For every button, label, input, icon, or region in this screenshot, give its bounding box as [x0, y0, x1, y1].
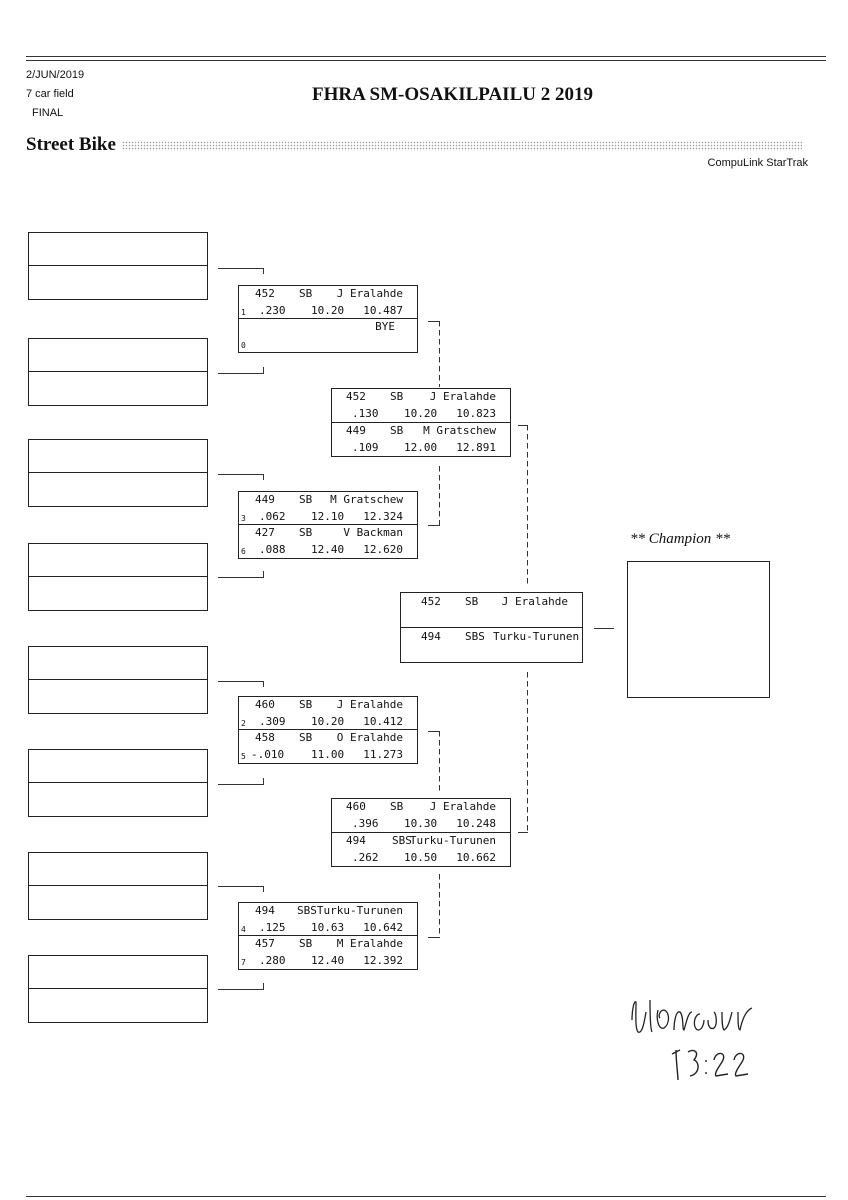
driver-name: V Backman	[343, 526, 403, 539]
driver-name: Turku-Turunen	[316, 904, 403, 917]
car-class: SB	[465, 595, 479, 608]
elapsed-time: 10.823	[456, 407, 496, 420]
lane-top	[239, 492, 417, 525]
lane-bottom	[239, 936, 417, 969]
elapsed-time: 11.273	[363, 748, 403, 761]
elapsed-time: 12.324	[363, 510, 403, 523]
connector	[527, 672, 528, 832]
dial-in: 10.20	[311, 304, 345, 317]
dial-in: 10.50	[404, 850, 438, 864]
round1-match-2	[238, 491, 418, 559]
connector	[263, 778, 264, 784]
lane-bottom	[332, 833, 510, 867]
car-class: SB	[299, 493, 313, 506]
driver-name: J Eralahde	[336, 287, 403, 300]
car-class: SBS	[297, 904, 317, 917]
driver-name: J Eralahde	[501, 595, 568, 608]
dial-in: 12.40	[311, 954, 345, 967]
car-number: 460	[346, 800, 366, 813]
lane-bottom	[332, 423, 510, 457]
elapsed-time: 12.891	[456, 440, 496, 454]
car-class: SBS	[465, 629, 485, 643]
dial-in: 10.20	[311, 715, 345, 728]
connector	[218, 268, 264, 269]
connector	[263, 268, 264, 274]
final-match	[400, 592, 583, 663]
round1-match-1	[238, 285, 418, 353]
connector	[263, 474, 264, 480]
connector	[263, 983, 264, 989]
elapsed-time: 10.642	[363, 921, 403, 934]
driver-name: J Eralahde	[336, 698, 403, 711]
reaction-time: .062	[259, 510, 286, 523]
round2-match-1	[331, 388, 511, 457]
connector	[594, 628, 614, 629]
connector	[263, 681, 264, 687]
lane-bottom	[239, 319, 417, 352]
dial-in: 10.30	[404, 817, 438, 830]
ladder-slot	[28, 543, 208, 611]
connector	[218, 577, 264, 578]
elapsed-time: 10.487	[363, 304, 403, 317]
car-class: SB	[299, 698, 313, 711]
car-number: 452	[421, 595, 441, 608]
lane-top	[332, 799, 510, 833]
ladder-slot	[28, 338, 208, 406]
connector	[218, 886, 264, 887]
car-class: SB	[390, 390, 404, 403]
driver-name: J Eralahde	[429, 390, 496, 403]
ladder-slot	[28, 646, 208, 714]
seed: 5	[241, 752, 246, 761]
driver-name: Turku-Turunen	[409, 833, 496, 847]
lane-top	[239, 697, 417, 730]
car-number: 494	[421, 629, 441, 643]
field-size: 7 car field	[26, 88, 74, 100]
reaction-time: .309	[259, 715, 286, 728]
reaction-time: .088	[259, 543, 286, 556]
seed: 4	[241, 925, 246, 934]
car-class: SB	[390, 423, 404, 437]
elapsed-time: 12.392	[363, 954, 403, 967]
seed: 6	[241, 547, 246, 556]
reaction-time: .130	[352, 407, 379, 420]
connector	[218, 989, 264, 990]
round2-match-2	[331, 798, 511, 867]
ladder-slot	[28, 955, 208, 1023]
lane-top	[239, 903, 417, 936]
dial-in: 11.00	[311, 748, 345, 761]
connector	[439, 466, 440, 526]
car-class: SB	[299, 526, 313, 539]
connector	[518, 832, 528, 833]
elapsed-time: 12.620	[363, 543, 403, 556]
car-number: 494	[346, 833, 366, 847]
reaction-time: -.010	[251, 748, 285, 761]
driver-name: Turku-Turunen	[493, 629, 580, 643]
lane-bottom	[239, 525, 417, 558]
car-class: SB	[299, 287, 313, 300]
seed: 2	[241, 719, 246, 728]
car-number: 457	[255, 937, 275, 950]
driver-name: BYE	[375, 320, 395, 333]
header-rule-top	[26, 56, 826, 57]
champion-label: ** Champion **	[630, 531, 731, 547]
dial-in: 10.20	[404, 407, 438, 420]
ladder-slot	[28, 852, 208, 920]
ladder-slot	[28, 439, 208, 507]
car-class: SB	[299, 937, 313, 950]
car-class: SBS	[392, 833, 412, 847]
car-number: 460	[255, 698, 275, 711]
connector	[527, 425, 528, 585]
car-number: 452	[255, 287, 275, 300]
reaction-time: .230	[259, 304, 286, 317]
connector	[439, 874, 440, 937]
connector	[439, 731, 440, 793]
round1-match-3	[238, 696, 418, 764]
header-rule-bottom	[26, 60, 826, 61]
brand-label: CompuLink StarTrak	[707, 157, 808, 169]
connector	[263, 367, 264, 373]
car-number: 427	[255, 526, 275, 539]
seed: 3	[241, 514, 246, 523]
car-number: 452	[346, 390, 366, 403]
connector	[218, 784, 264, 785]
dial-in: 12.10	[311, 510, 345, 523]
connector	[218, 474, 264, 475]
lane-top	[332, 389, 510, 423]
handwritten-signature	[630, 990, 780, 1090]
car-number: 449	[346, 423, 366, 437]
page-title: FHRA SM-OSAKILPAILU 2 2019	[312, 84, 593, 105]
ladder-slot	[28, 232, 208, 300]
reaction-time: .280	[259, 954, 286, 967]
connector	[439, 321, 440, 387]
footer-rule	[26, 1196, 826, 1197]
dial-in: 10.63	[311, 921, 345, 934]
car-number: 494	[255, 904, 275, 917]
car-class: SB	[390, 800, 404, 813]
event-date: 2/JUN/2019	[26, 69, 85, 81]
connector	[218, 681, 264, 682]
seed: 7	[241, 958, 246, 967]
driver-name: J Eralahde	[429, 800, 496, 813]
class-name: Street Bike	[26, 134, 116, 155]
driver-name: M Eralahde	[336, 937, 403, 950]
seed: 1	[241, 308, 246, 317]
lane-bottom	[239, 730, 417, 763]
dotted-leader	[122, 141, 802, 151]
seed: 0	[241, 341, 246, 350]
reaction-time: .109	[352, 440, 379, 454]
driver-name: M Gratschew	[330, 493, 403, 506]
reaction-time: .262	[352, 850, 379, 864]
round-name: FINAL	[32, 107, 64, 119]
elapsed-time: 10.412	[363, 715, 403, 728]
lane-top	[239, 286, 417, 319]
lane-bottom	[401, 628, 582, 663]
reaction-time: .396	[352, 817, 379, 830]
elapsed-time: 10.248	[456, 817, 496, 830]
dial-in: 12.40	[311, 543, 345, 556]
driver-name: O Eralahde	[336, 731, 403, 744]
round1-match-4	[238, 902, 418, 970]
connector	[263, 571, 264, 577]
ladder-slot	[28, 749, 208, 817]
elapsed-time: 10.662	[456, 850, 496, 864]
car-class: SB	[299, 731, 313, 744]
driver-name: M Gratschew	[423, 423, 496, 437]
connector	[428, 937, 440, 938]
car-number: 458	[255, 731, 275, 744]
car-number: 449	[255, 493, 275, 506]
dial-in: 12.00	[404, 440, 438, 454]
reaction-time: .125	[259, 921, 286, 934]
connector	[218, 373, 264, 374]
champion-box	[627, 561, 770, 698]
lane-top	[401, 593, 582, 628]
connector	[263, 886, 264, 892]
